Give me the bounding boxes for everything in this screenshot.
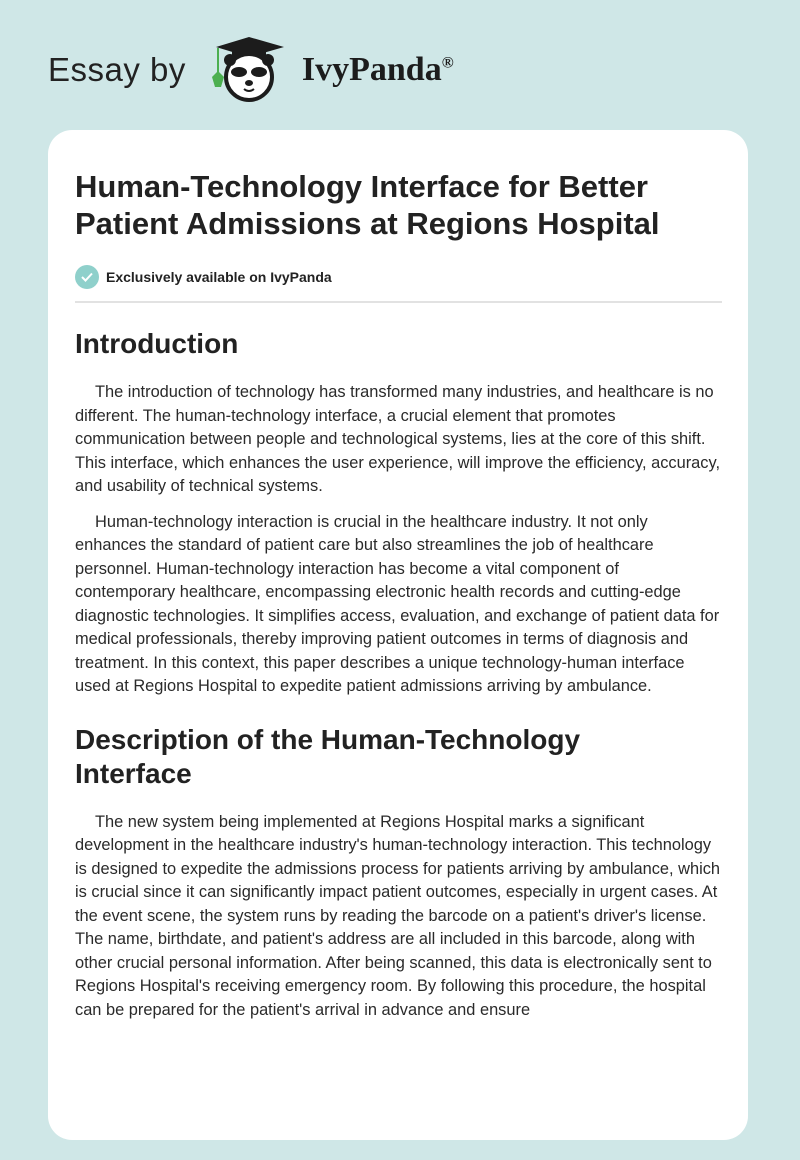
paragraph: The introduction of technology has transformed many industries, and healthcare is no different. The human-technology interface, a crucial element that promotes communication between people and technological systems, lies at the core of this shift. This interface, which enhances the user experience, will improve the efficiency, accuracy, and usability of technical systems. xyxy=(75,383,721,495)
exclusive-badge xyxy=(75,265,722,289)
badge-text: Exclusively available on IvyPanda xyxy=(106,269,332,285)
paragraph: Human-technology interaction is crucial in the healthcare industry. It not only enhances the standard of patient care but also streamlines the job of healthcare personnel. Human-technology interaction has become a vital component of contemporary healthcare, encompassing electronic health records and cutting-edge diagnostic technologies. It simplifies access, evaluation, and exchange of patient data for medical professionals, thereby improving patient outcomes in terms of diagnosis and treatment. In this context, this paper describes a unique technology-human interface used at Regions Hospital to expedite patient admissions arriving by ambulance. xyxy=(75,512,720,695)
check-icon xyxy=(75,265,99,289)
essay-by-label: Essay by xyxy=(48,51,186,88)
brand-name[interactable] xyxy=(302,51,454,89)
divider xyxy=(75,301,722,303)
brand-text: IvyPanda xyxy=(301,51,442,88)
section-heading: Description of the Human-Technology Interface xyxy=(75,723,581,789)
site-header xyxy=(48,30,454,110)
section-heading: Introduction xyxy=(75,328,239,359)
registered-mark: ® xyxy=(441,54,454,72)
essay-card xyxy=(48,130,748,1140)
paragraph: The new system being implemented at Regions Hospital marks a significant development in the healthcare industry's human-technology interaction. This technology is designed to expedite the admissions process for patients arriving by ambulance, which is crucial since it can significantly impact patient outcomes, especially in urgent cases. At the event scene, the system runs by reading the barcode on a patient's driver's license. The name, birthdate, and patient's address are all included in this barcode, along with other crucial personal information. After being scanned, this data is electronically sent to Regions Hospital's receiving emergency room. By following this procedure, the hospital can be prepared for the patient's arrival in advance and ensure xyxy=(75,812,721,1019)
essay-title: Human-Technology Interface for Better Patient Admissions at Regions Hospital xyxy=(75,169,660,241)
panda-logo-icon[interactable] xyxy=(204,35,294,105)
